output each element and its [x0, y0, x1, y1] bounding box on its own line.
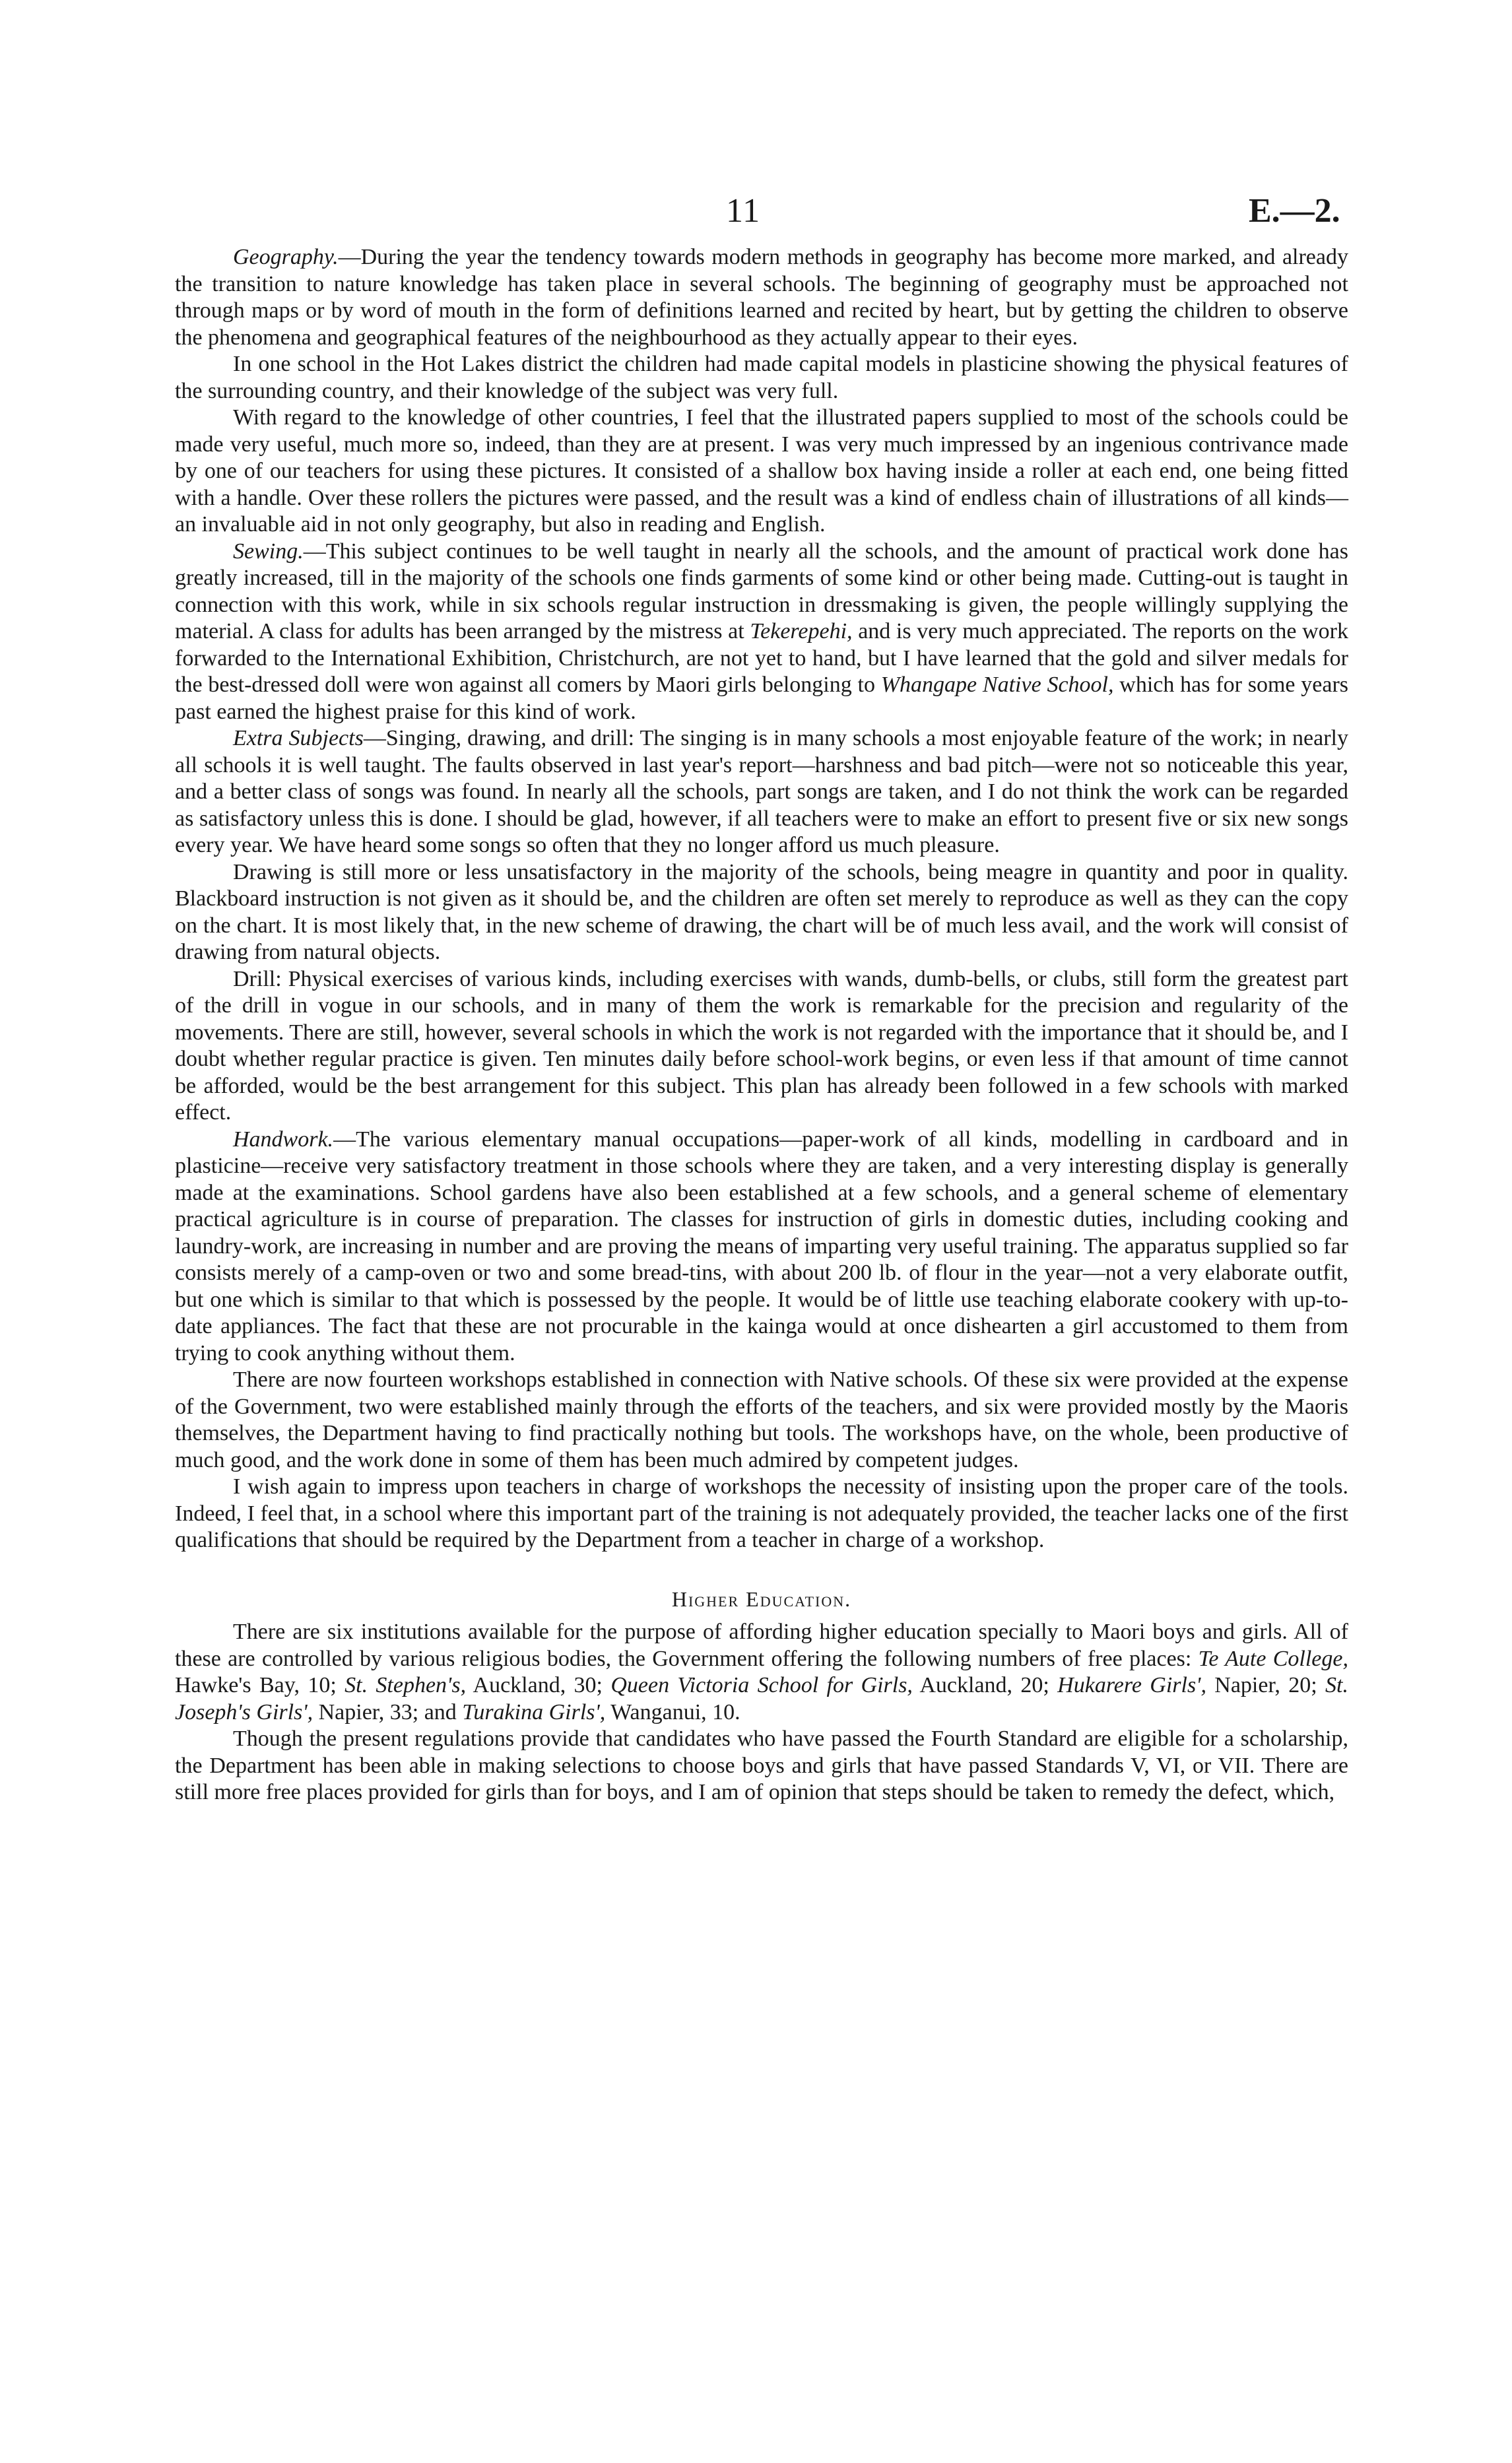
institutions-text-b: Hawke's Bay, 10;	[175, 1673, 345, 1697]
institution-te-aute: Te Aute College,	[1198, 1646, 1348, 1671]
institutions-text-g: Wanganui, 10.	[605, 1699, 740, 1724]
institutions-paragraph	[175, 1619, 1348, 1726]
sewing-text-b: and is very much appreciated. The reports on the work forwarded to the International Exhibition, Christchurch, are not yet to hand, but I have learned that the gold and silver medals for the best-dressed doll were won against all comers by Maori girls belonging to	[175, 619, 1348, 697]
extra-subjects-heading: Extra Subjects	[233, 726, 364, 750]
geography-text: —During the year the tendency towards modern methods in geography has become more marked, and already the transition to nature knowledge has taken place in several schools. The beginning of geography must be approached not through maps or by word of mouth in the form of definitions learned and recited by heart, but by getting the children to observe the phenomena and geographical features of the neighbourhood as they actually appear to their eyes.	[175, 245, 1348, 350]
institution-turakina: Turakina Girls',	[462, 1699, 606, 1724]
geography-paragraph	[175, 244, 1348, 351]
workshops-paragraph: There are now fourteen workshops established in connection with Native schools. Of these six were provided at the expense of the Government, two were established mainly through the efforts of the teachers, and six were provided mostly by the Maoris themselves, the Department having to find practically nothing but tools. The workshops have, on the whole, been productive of much good, and the work done in some of them has been much admired by competent judges.	[175, 1367, 1348, 1472]
tools-paragraph: I wish again to impress upon teachers in charge of workshops the necessity of insisting upon the proper care of the tools. Indeed, I feel that, in a school where this important part of the training is not adequately provided, the teacher lacks one of the first qualifications that should be required by the Department from a teacher in charge of a workshop.	[175, 1474, 1348, 1552]
institutions-text-e: Napier, 20;	[1206, 1673, 1326, 1697]
hot-lakes-paragraph: In one school in the Hot Lakes district the children had made capital models in plasticine showing the physical features of the surrounding country, and their knowledge of the subject was very full.	[175, 352, 1348, 403]
document-code: E.—2.	[1249, 192, 1340, 230]
handwork-paragraph	[175, 1127, 1348, 1367]
extra-subjects-text: —Singing, drawing, and drill: The singing is in many schools a most enjoyable feature of the work; in nearly all schools it is well taught. The faults observed in last year's report—harshness and bad pitch—were not so noticeable this year, and a better class of songs was found. In nearly all the schools, part songs are taken, and I do not think the work can be regarded as satisfactory unless this is done. I should be glad, however, if all teachers were to make an effort to present five or six new songs every year. We have heard some songs so often that they no longer afford us much pleasure.	[175, 726, 1348, 857]
sewing-paragraph	[175, 539, 1348, 726]
institutions-text-a: There are six institutions available for the purpose of affording higher education specially to Maori boys and girls. All of these are controlled by various religious bodies, the Government offering the following numbers of free places:	[175, 1620, 1348, 1671]
handwork-heading: Handwork.	[233, 1127, 334, 1152]
page-number: 11	[726, 192, 761, 230]
sewing-heading: Sewing.	[233, 539, 304, 564]
institutions-text-c: Auckland, 30;	[466, 1673, 611, 1697]
institution-hukarere: Hukarere Girls',	[1057, 1673, 1206, 1697]
sewing-text-c: which has for some years past earned the highest praise for this kind of work.	[175, 673, 1348, 724]
geography-heading: Geography.	[233, 245, 339, 269]
handwork-text: —The various elementary manual occupations—paper-work of all kinds, modelling in cardboard and in plasticine—receive very satisfactory treatment in those schools where they are taken, and a very interesting display is generally made at the examinations. School gardens have also been established at a few schools, and a general scheme of elementary practical agriculture is in course of preparation. The classes for instruction of girls in domestic duties, including cooking and laundry-work, are increasing in number and are proving the means of imparting very useful training. The apparatus supplied so far consists merely of a camp-oven or two and some bread-tins, with about 200 lb. of flour in the year—not a very elaborate outfit, but one which is similar to that which is possessed by the people. It would be of little use teaching elaborate cookery with up-to-date appliances. The fact that these are not procurable in the kainga would at once dishearten a girl accustomed to them from trying to cook anything without them.	[175, 1127, 1348, 1365]
scholarship-paragraph: Though the present regulations provide that candidates who have passed the Fourth Standard are eligible for a scholarship, the Department has been able in making selections to choose boys and girls that have passed Standards V, VI, or VII. There are still more free places provided for girls than for boys, and I am of opinion that steps should be taken to remedy the defect, which,	[175, 1726, 1348, 1804]
institutions-text-d: Auckland, 20;	[912, 1673, 1058, 1697]
drawing-paragraph: Drawing is still more or less unsatisfactory in the majority of the schools, being meagre in quantity and poor in quality. Blackboard instruction is not given as it should be, and the children are often set merely to reproduce as well as they can the copy on the chart. It is most likely that, in the new scheme of drawing, the chart will be of much less avail, and the work will consist of drawing from natural objects.	[175, 859, 1348, 964]
other-countries-paragraph: With regard to the knowledge of other countries, I feel that the illustrated papers supplied to most of the schools could be made very useful, much more so, indeed, than they are at present. I was very much impressed by an ingenious contrivance made by one of our teachers for using these pictures. It consisted of a shallow box having inside a roller at each end, one being fitted with a handle. Over these rollers the pictures were passed, and the result was a kind of endless chain of illustrations of all kinds—an invaluable aid in not only geography, but also in reading and English.	[175, 405, 1348, 537]
institution-st-josephs: St. Joseph's Girls',	[175, 1673, 1348, 1724]
institution-st-stephens: St. Stephen's,	[345, 1673, 467, 1697]
institutions-text-f: Napier, 33; and	[313, 1699, 463, 1724]
sewing-text-a: —This subject continues to be well taught in nearly all the schools, and the amount of practical work done has greatly increased, till in the majority of the schools one finds garments of some kind or other being made. Cutting-out is taught in connection with this work, while in six schools regular instruction in dressmaking is given, the people willingly supplying the material. A class for adults has been arranged by the mistress at	[175, 539, 1348, 643]
drill-paragraph: Drill: Physical exercises of various kinds, including exercises with wands, dumb-bells, or clubs, still form the greatest part of the drill in vogue in our schools, and in many of them the work is remarkable for the precision and regularity of the movements. There are still, however, several schools in which the work is not regarded with the importance that it should be, and I doubt whether regular practice is given. Ten minutes daily before school-work begins, or even less if that amount of time cannot be afforded, would be the best arrangement for this subject. This plan has already been followed in a few schools with marked effect.	[175, 966, 1348, 1125]
extra-subjects-paragraph	[175, 725, 1348, 859]
sewing-school: Whangape Native School,	[880, 673, 1114, 697]
document-body	[175, 244, 1348, 1806]
higher-education-title: Higher Education.	[671, 1587, 852, 1611]
sewing-place: Tekerepehi,	[750, 619, 853, 643]
institution-queen-victoria: Queen Victoria School for Girls,	[610, 1673, 913, 1697]
